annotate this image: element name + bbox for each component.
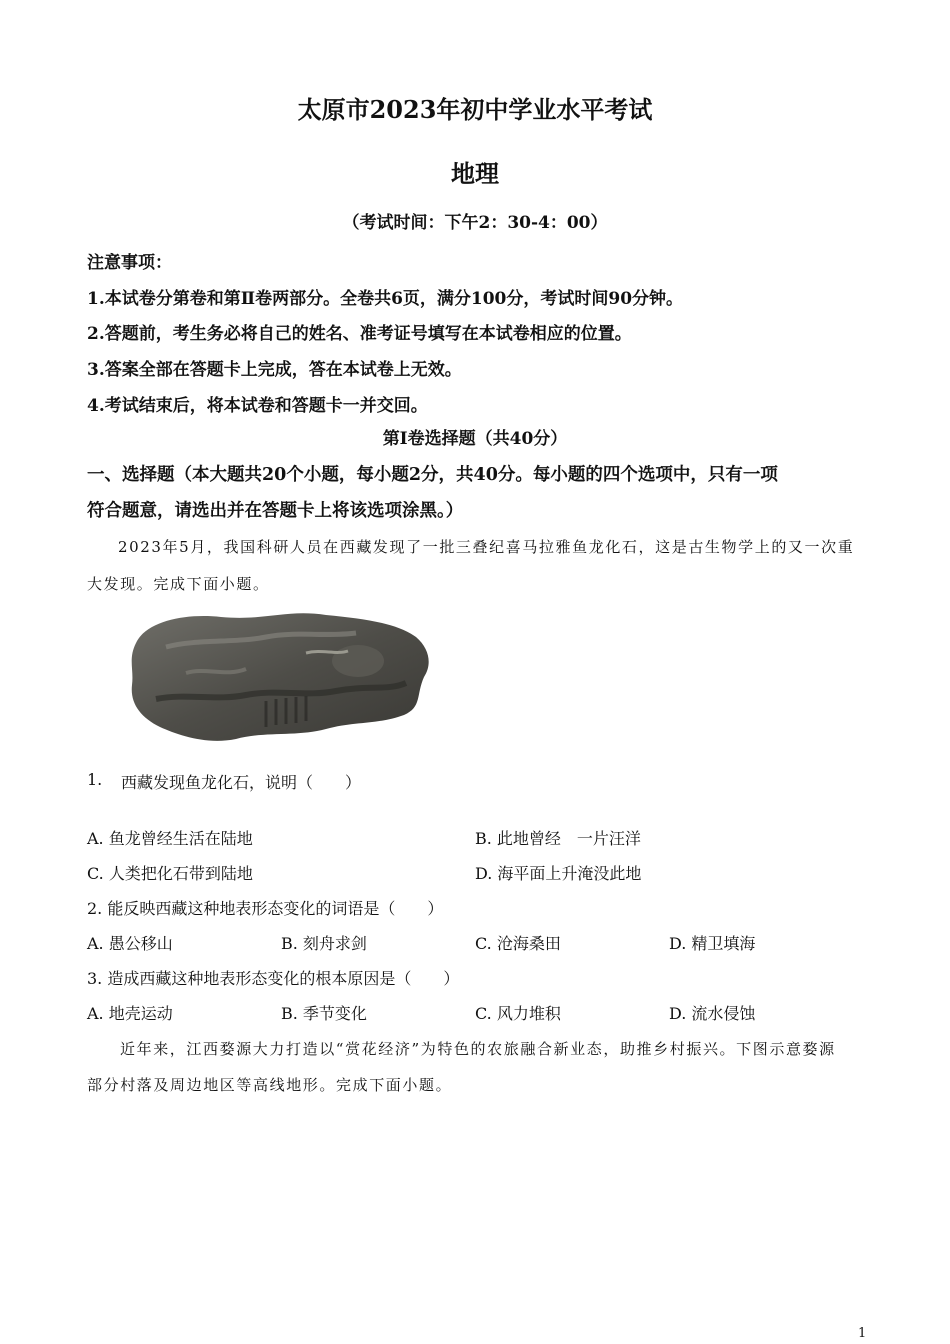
note-item-1: 1.本试卷分第卷和第Ⅱ卷两部分。全卷共6页，满分100分，考试时间90分钟。	[87, 289, 684, 309]
q2-option-c: C. 沧海桑田	[475, 934, 561, 953]
note-item-4: 4.考试结束后，将本试卷和答题卡一并交回。	[87, 396, 428, 416]
exam-title: 太原市2023年初中学业水平考试	[297, 95, 653, 124]
q2-option-a: A. 愚公移山	[87, 934, 173, 953]
note-item-2: 2.答题前，考生务必将自己的姓名、准考证号填写在本试卷相应的位置。	[87, 324, 632, 344]
question-3-stem: 3. 造成西藏这种地表形态变化的根本原因是（ ）	[87, 969, 460, 988]
q2-option-d: D. 精卫填海	[669, 934, 756, 953]
ichthyosaur-fossil-image	[126, 603, 436, 745]
note-item-3: 3.答案全部在答题卡上完成，答在本试卷上无效。	[87, 360, 462, 380]
passage1-line1: 2023年5月，我国科研人员在西藏发现了一批三叠纪喜马拉雅鱼龙化石，这是古生物学上的又一次重	[118, 538, 855, 556]
exam-subject: 地理	[451, 159, 499, 188]
q3-option-a: A. 地壳运动	[87, 1004, 173, 1023]
q3-option-d: D. 流水侵蚀	[669, 1004, 756, 1023]
section-instruction-line2: 符合题意，请选出并在答题卡上将该选项涂黑。）	[87, 501, 464, 521]
exam-time: （考试时间：下午2：30-4：00）	[342, 213, 608, 233]
q1-option-d: D. 海平面上升淹没此地	[475, 864, 642, 883]
passage1-line2: 大发现。完成下面小题。	[87, 575, 270, 593]
question-1-stem: 西藏发现鱼龙化石，说明（ ）	[121, 773, 362, 792]
section-title: 第Ⅰ卷选择题（共40分）	[382, 429, 568, 449]
notes-heading: 注意事项：	[87, 253, 172, 273]
question-2-stem: 2. 能反映西藏这种地表形态变化的词语是（ ）	[87, 899, 444, 918]
q3-option-b: B. 季节变化	[281, 1004, 367, 1023]
q3-option-c: C. 风力堆积	[475, 1004, 561, 1023]
section-instruction-line1: 一、选择题（本大题共20个小题，每小题2分，共40分。每小题的四个选项中，只有一项	[87, 465, 778, 485]
question-1-number: 1.	[87, 770, 103, 789]
q1-option-b: B. 此地曾经 一片汪洋	[475, 829, 641, 848]
passage2-line1: 近年来，江西婺源大力打造以“赏花经济”为特色的农旅融合新业态，助推乡村振兴。下图示意婺源	[120, 1040, 836, 1058]
passage2-line2: 部分村落及周边地区等高线地形。完成下面小题。	[87, 1076, 453, 1094]
q1-option-c: C. 人类把化石带到陆地	[87, 864, 253, 883]
page-number: 1	[858, 1326, 867, 1341]
q1-option-a: A. 鱼龙曾经生活在陆地	[87, 829, 253, 848]
q2-option-b: B. 刻舟求剑	[281, 934, 367, 953]
